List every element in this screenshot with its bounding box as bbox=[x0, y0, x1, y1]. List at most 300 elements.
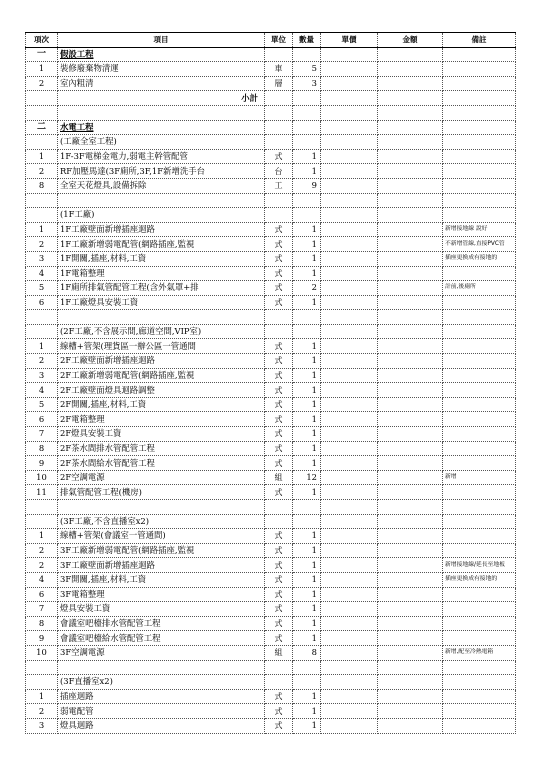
cell-price bbox=[321, 47, 378, 62]
cell-unit: 組 bbox=[265, 470, 293, 485]
cell-remark bbox=[443, 354, 516, 369]
cell-unit bbox=[265, 105, 293, 120]
cell-unit: 層 bbox=[265, 76, 293, 91]
cell-amount bbox=[378, 178, 443, 193]
cell-amount bbox=[378, 427, 443, 442]
cell-qty: 1 bbox=[293, 485, 321, 500]
cell-item: 線槽+管架(會議室一管通間) bbox=[58, 529, 265, 544]
cell-price bbox=[321, 266, 378, 281]
cell-item: (工廠全室工程) bbox=[58, 135, 265, 150]
cell-qty: 1 bbox=[293, 383, 321, 398]
cell-price bbox=[321, 397, 378, 412]
group-row bbox=[26, 208, 516, 223]
cell-remark bbox=[443, 441, 516, 456]
cell-no: 4 bbox=[26, 266, 58, 281]
header-unit: 單位 bbox=[265, 33, 293, 48]
cell-unit: 式 bbox=[265, 543, 293, 558]
table-row bbox=[26, 164, 516, 179]
cell-remark bbox=[443, 456, 516, 471]
cell-item: 1F工廠新增弱電配管(網路插座,監視 bbox=[58, 237, 265, 252]
cell-no: 7 bbox=[26, 602, 58, 617]
cell-remark bbox=[443, 149, 516, 164]
table-row bbox=[26, 339, 516, 354]
cell-remark bbox=[443, 704, 516, 719]
cell-item: 燈具安裝工資 bbox=[58, 602, 265, 617]
blank-row bbox=[26, 310, 516, 325]
cell-item: (3F工廠,不含直播室x2) bbox=[58, 514, 265, 529]
cell-unit bbox=[265, 660, 293, 675]
cell-no bbox=[26, 193, 58, 208]
cell-qty: 1 bbox=[293, 572, 321, 587]
cell-item bbox=[58, 500, 265, 515]
cell-remark: 新增接地線 說好 bbox=[443, 222, 516, 237]
cell-no: 1 bbox=[26, 339, 58, 354]
cell-no: 5 bbox=[26, 281, 58, 296]
cell-price bbox=[321, 704, 378, 719]
cell-qty: 1 bbox=[293, 237, 321, 252]
cell-amount bbox=[378, 470, 443, 485]
cell-no: 2 bbox=[26, 354, 58, 369]
cell-remark bbox=[443, 76, 516, 91]
cell-amount bbox=[378, 383, 443, 398]
cell-remark bbox=[443, 543, 516, 558]
cell-amount bbox=[378, 47, 443, 62]
table-row bbox=[26, 485, 516, 500]
cell-unit: 式 bbox=[265, 222, 293, 237]
cell-item: 2F工廠新增弱電配管(網路插座,監視 bbox=[58, 368, 265, 383]
cell-item: (1F工廠) bbox=[58, 208, 265, 223]
cell-amount bbox=[378, 281, 443, 296]
table-row bbox=[26, 368, 516, 383]
cell-qty: 1 bbox=[293, 354, 321, 369]
cell-qty: 1 bbox=[293, 427, 321, 442]
cell-price bbox=[321, 368, 378, 383]
cell-qty bbox=[293, 660, 321, 675]
cell-price bbox=[321, 91, 378, 106]
cell-remark bbox=[443, 47, 516, 62]
cell-item bbox=[58, 660, 265, 675]
cell-price bbox=[321, 324, 378, 339]
table-row bbox=[26, 149, 516, 164]
cell-qty bbox=[293, 91, 321, 106]
cell-qty: 1 bbox=[293, 164, 321, 179]
cell-price bbox=[321, 412, 378, 427]
cell-remark bbox=[443, 208, 516, 223]
cell-item: 1F電箱整理 bbox=[58, 266, 265, 281]
cell-amount bbox=[378, 718, 443, 733]
cell-remark bbox=[443, 602, 516, 617]
cell-price bbox=[321, 718, 378, 733]
cell-remark bbox=[443, 120, 516, 135]
cell-amount bbox=[378, 558, 443, 573]
cell-amount bbox=[378, 456, 443, 471]
cell-amount bbox=[378, 704, 443, 719]
cell-amount bbox=[378, 354, 443, 369]
cell-item: 會議室吧檯排水管配管工程 bbox=[58, 616, 265, 631]
cell-qty: 1 bbox=[293, 222, 321, 237]
cell-no bbox=[26, 675, 58, 690]
table-row bbox=[26, 222, 516, 237]
cell-qty: 5 bbox=[293, 62, 321, 77]
table-row bbox=[26, 281, 516, 296]
cell-item: 弱電配管 bbox=[58, 704, 265, 719]
cell-amount bbox=[378, 149, 443, 164]
cell-unit: 式 bbox=[265, 689, 293, 704]
cell-item: 排氣管配管工程(機房) bbox=[58, 485, 265, 500]
cell-no: 8 bbox=[26, 616, 58, 631]
cell-qty bbox=[293, 324, 321, 339]
cell-remark bbox=[443, 266, 516, 281]
cell-unit: 式 bbox=[265, 251, 293, 266]
cell-remark bbox=[443, 193, 516, 208]
cell-unit bbox=[265, 120, 293, 135]
cell-remark bbox=[443, 62, 516, 77]
cell-qty bbox=[293, 500, 321, 515]
cell-remark bbox=[443, 689, 516, 704]
cell-price bbox=[321, 105, 378, 120]
cell-no: 8 bbox=[26, 178, 58, 193]
cell-no: 7 bbox=[26, 427, 58, 442]
cell-amount bbox=[378, 339, 443, 354]
table-row bbox=[26, 631, 516, 646]
cell-unit: 式 bbox=[265, 529, 293, 544]
table-row bbox=[26, 543, 516, 558]
cell-no bbox=[26, 310, 58, 325]
cell-amount bbox=[378, 208, 443, 223]
table-row bbox=[26, 178, 516, 193]
cell-unit: 式 bbox=[265, 339, 293, 354]
cell-price bbox=[321, 427, 378, 442]
cell-unit: 式 bbox=[265, 456, 293, 471]
cell-no bbox=[26, 135, 58, 150]
cell-qty: 1 bbox=[293, 529, 321, 544]
cell-amount bbox=[378, 251, 443, 266]
cell-amount bbox=[378, 120, 443, 135]
cell-unit bbox=[265, 193, 293, 208]
cell-item: 小計 bbox=[58, 91, 265, 106]
cell-no: 6 bbox=[26, 587, 58, 602]
cell-remark: 新增,配至冷熱電箱 bbox=[443, 645, 516, 660]
cell-item: 2F茶水間給水管配管工程 bbox=[58, 456, 265, 471]
cell-item: 1F工廠燈具安裝工資 bbox=[58, 295, 265, 310]
cell-unit bbox=[265, 208, 293, 223]
table-row bbox=[26, 558, 516, 573]
cell-amount bbox=[378, 324, 443, 339]
cell-qty bbox=[293, 208, 321, 223]
cell-price bbox=[321, 76, 378, 91]
cell-qty: 1 bbox=[293, 412, 321, 427]
cell-no: 2 bbox=[26, 164, 58, 179]
cell-remark bbox=[443, 105, 516, 120]
cell-price bbox=[321, 660, 378, 675]
table-row bbox=[26, 295, 516, 310]
cell-unit: 式 bbox=[265, 718, 293, 733]
header-remark: 備註 bbox=[443, 33, 516, 48]
cell-amount bbox=[378, 105, 443, 120]
cell-item: 1F-3F電梯金電力,弱電主幹管配管 bbox=[58, 149, 265, 164]
cell-no: 2 bbox=[26, 704, 58, 719]
estimate-sheet bbox=[25, 32, 515, 734]
cell-no: 1 bbox=[26, 62, 58, 77]
estimate-table-body bbox=[26, 33, 516, 734]
group-row bbox=[26, 675, 516, 690]
cell-remark bbox=[443, 91, 516, 106]
table-row bbox=[26, 62, 516, 77]
blank-row bbox=[26, 500, 516, 515]
cell-remark bbox=[443, 485, 516, 500]
cell-remark bbox=[443, 368, 516, 383]
cell-item: 裝修廢棄物清運 bbox=[58, 62, 265, 77]
cell-amount bbox=[378, 660, 443, 675]
cell-qty: 3 bbox=[293, 76, 321, 91]
cell-unit: 式 bbox=[265, 368, 293, 383]
header-item: 項目 bbox=[58, 33, 265, 48]
table-row bbox=[26, 470, 516, 485]
cell-amount bbox=[378, 135, 443, 150]
cell-unit: 式 bbox=[265, 602, 293, 617]
cell-no: 一 bbox=[26, 47, 58, 62]
cell-no: 3 bbox=[26, 718, 58, 733]
cell-qty: 8 bbox=[293, 645, 321, 660]
table-row bbox=[26, 412, 516, 427]
cell-amount bbox=[378, 485, 443, 500]
cell-unit bbox=[265, 324, 293, 339]
cell-unit: 式 bbox=[265, 266, 293, 281]
table-row bbox=[26, 251, 516, 266]
cell-qty: 1 bbox=[293, 689, 321, 704]
cell-remark bbox=[443, 631, 516, 646]
cell-unit: 工 bbox=[265, 178, 293, 193]
cell-no: 8 bbox=[26, 441, 58, 456]
cell-amount bbox=[378, 91, 443, 106]
cell-remark bbox=[443, 178, 516, 193]
cell-item: 2F燈具安裝工資 bbox=[58, 427, 265, 442]
cell-item: 1F廁所排氣管配管工程(含外氣罩+排 bbox=[58, 281, 265, 296]
cell-price bbox=[321, 558, 378, 573]
cell-no: 2 bbox=[26, 237, 58, 252]
cell-unit: 台 bbox=[265, 164, 293, 179]
header-unit-price: 單價 bbox=[321, 33, 378, 48]
cell-price bbox=[321, 62, 378, 77]
cell-price bbox=[321, 470, 378, 485]
cell-price bbox=[321, 675, 378, 690]
section-row bbox=[26, 120, 516, 135]
cell-unit: 車 bbox=[265, 62, 293, 77]
cell-no: 2 bbox=[26, 543, 58, 558]
cell-no: 10 bbox=[26, 645, 58, 660]
cell-price bbox=[321, 645, 378, 660]
table-row bbox=[26, 689, 516, 704]
cell-unit bbox=[265, 310, 293, 325]
cell-unit: 式 bbox=[265, 427, 293, 442]
cell-price bbox=[321, 602, 378, 617]
cell-price bbox=[321, 237, 378, 252]
cell-no: 3 bbox=[26, 368, 58, 383]
cell-amount bbox=[378, 266, 443, 281]
cell-item bbox=[58, 310, 265, 325]
cell-item: 全室天花燈具,設備拆除 bbox=[58, 178, 265, 193]
cell-price bbox=[321, 456, 378, 471]
cell-remark bbox=[443, 412, 516, 427]
table-row bbox=[26, 76, 516, 91]
cell-price bbox=[321, 135, 378, 150]
cell-unit: 式 bbox=[265, 616, 293, 631]
cell-price bbox=[321, 222, 378, 237]
cell-qty: 1 bbox=[293, 251, 321, 266]
cell-remark bbox=[443, 675, 516, 690]
cell-price bbox=[321, 251, 378, 266]
header-no: 項次 bbox=[26, 33, 58, 48]
cell-amount bbox=[378, 310, 443, 325]
cell-price bbox=[321, 689, 378, 704]
cell-no: 3 bbox=[26, 251, 58, 266]
cell-item: 3F空調電源 bbox=[58, 645, 265, 660]
blank-row bbox=[26, 193, 516, 208]
cell-amount bbox=[378, 397, 443, 412]
cell-qty: 1 bbox=[293, 718, 321, 733]
cell-qty: 1 bbox=[293, 543, 321, 558]
cell-remark bbox=[443, 514, 516, 529]
cell-unit bbox=[265, 675, 293, 690]
cell-amount bbox=[378, 368, 443, 383]
cell-price bbox=[321, 281, 378, 296]
cell-no: 2 bbox=[26, 76, 58, 91]
cell-item: 1F開關,插座,材料,工資 bbox=[58, 251, 265, 266]
cell-item: 2F空調電源 bbox=[58, 470, 265, 485]
cell-no: 1 bbox=[26, 222, 58, 237]
cell-qty: 1 bbox=[293, 602, 321, 617]
subtotal-row bbox=[26, 91, 516, 106]
cell-remark bbox=[443, 164, 516, 179]
table-row bbox=[26, 266, 516, 281]
cell-no: 9 bbox=[26, 631, 58, 646]
cell-qty bbox=[293, 47, 321, 62]
cell-item: 3F電箱整理 bbox=[58, 587, 265, 602]
cell-no: 5 bbox=[26, 397, 58, 412]
cell-price bbox=[321, 529, 378, 544]
cell-unit bbox=[265, 91, 293, 106]
cell-qty: 1 bbox=[293, 295, 321, 310]
group-row bbox=[26, 514, 516, 529]
cell-unit: 式 bbox=[265, 383, 293, 398]
cell-price bbox=[321, 616, 378, 631]
cell-price bbox=[321, 441, 378, 456]
cell-price bbox=[321, 383, 378, 398]
cell-qty bbox=[293, 105, 321, 120]
cell-remark: 計前,後廁所 bbox=[443, 281, 516, 296]
cell-no bbox=[26, 105, 58, 120]
cell-remark bbox=[443, 135, 516, 150]
cell-item: 2F工廠壁面燈具迴路調整 bbox=[58, 383, 265, 398]
cell-amount bbox=[378, 587, 443, 602]
cell-amount bbox=[378, 193, 443, 208]
cell-amount bbox=[378, 441, 443, 456]
cell-amount bbox=[378, 572, 443, 587]
cell-item: 1F工廠壁面新增插座迴路 bbox=[58, 222, 265, 237]
cell-unit: 式 bbox=[265, 572, 293, 587]
cell-amount bbox=[378, 237, 443, 252]
cell-price bbox=[321, 514, 378, 529]
cell-remark bbox=[443, 660, 516, 675]
group-row bbox=[26, 135, 516, 150]
cell-qty: 1 bbox=[293, 397, 321, 412]
blank-row bbox=[26, 105, 516, 120]
cell-no bbox=[26, 324, 58, 339]
cell-qty: 1 bbox=[293, 456, 321, 471]
cell-unit: 式 bbox=[265, 704, 293, 719]
cell-remark: 新增接地線/延長至地板 bbox=[443, 558, 516, 573]
cell-remark: 新增 bbox=[443, 470, 516, 485]
cell-item: (2F工廠,不含展示間,廊道空間,VIP室) bbox=[58, 324, 265, 339]
cell-qty: 1 bbox=[293, 441, 321, 456]
cell-no: 2 bbox=[26, 558, 58, 573]
table-row bbox=[26, 456, 516, 471]
cell-amount bbox=[378, 222, 443, 237]
cell-price bbox=[321, 500, 378, 515]
cell-remark bbox=[443, 616, 516, 631]
cell-price bbox=[321, 120, 378, 135]
cell-amount bbox=[378, 514, 443, 529]
cell-qty: 1 bbox=[293, 266, 321, 281]
cell-remark: 插座更換成有接地的 bbox=[443, 251, 516, 266]
cell-amount bbox=[378, 295, 443, 310]
cell-price bbox=[321, 631, 378, 646]
cell-amount bbox=[378, 412, 443, 427]
cell-remark bbox=[443, 383, 516, 398]
cell-remark: 插座更換成有接地的 bbox=[443, 572, 516, 587]
cell-qty: 1 bbox=[293, 558, 321, 573]
cell-remark bbox=[443, 324, 516, 339]
cell-amount bbox=[378, 645, 443, 660]
cell-item: 2F開關,插座,材料,工資 bbox=[58, 397, 265, 412]
table-row bbox=[26, 529, 516, 544]
cell-amount bbox=[378, 616, 443, 631]
cell-unit bbox=[265, 514, 293, 529]
cell-price bbox=[321, 193, 378, 208]
cell-price bbox=[321, 164, 378, 179]
cell-no bbox=[26, 208, 58, 223]
cell-remark bbox=[443, 397, 516, 412]
cell-remark bbox=[443, 339, 516, 354]
cell-price bbox=[321, 178, 378, 193]
cell-price bbox=[321, 208, 378, 223]
cell-item: (3F直播室x2) bbox=[58, 675, 265, 690]
cell-unit: 式 bbox=[265, 281, 293, 296]
cell-item: 插座迴路 bbox=[58, 689, 265, 704]
cell-item: 3F開關,插座,材料,工資 bbox=[58, 572, 265, 587]
cell-item: 會議室吧檯給水管配管工程 bbox=[58, 631, 265, 646]
cell-qty bbox=[293, 193, 321, 208]
section-row bbox=[26, 47, 516, 62]
table-row bbox=[26, 427, 516, 442]
cell-no bbox=[26, 500, 58, 515]
cell-unit: 式 bbox=[265, 441, 293, 456]
cell-unit bbox=[265, 47, 293, 62]
cell-remark: 不新增管線,直接PVC管 bbox=[443, 237, 516, 252]
table-row bbox=[26, 718, 516, 733]
cell-no: 11 bbox=[26, 485, 58, 500]
cell-amount bbox=[378, 164, 443, 179]
header-amount: 金額 bbox=[378, 33, 443, 48]
cell-item bbox=[58, 105, 265, 120]
cell-no: 6 bbox=[26, 412, 58, 427]
cell-no: 4 bbox=[26, 383, 58, 398]
cell-qty: 1 bbox=[293, 339, 321, 354]
cell-price bbox=[321, 295, 378, 310]
table-row bbox=[26, 237, 516, 252]
header-qty: 數量 bbox=[293, 33, 321, 48]
cell-item: 3F工廠新增弱電配管(網路插座,監視 bbox=[58, 543, 265, 558]
